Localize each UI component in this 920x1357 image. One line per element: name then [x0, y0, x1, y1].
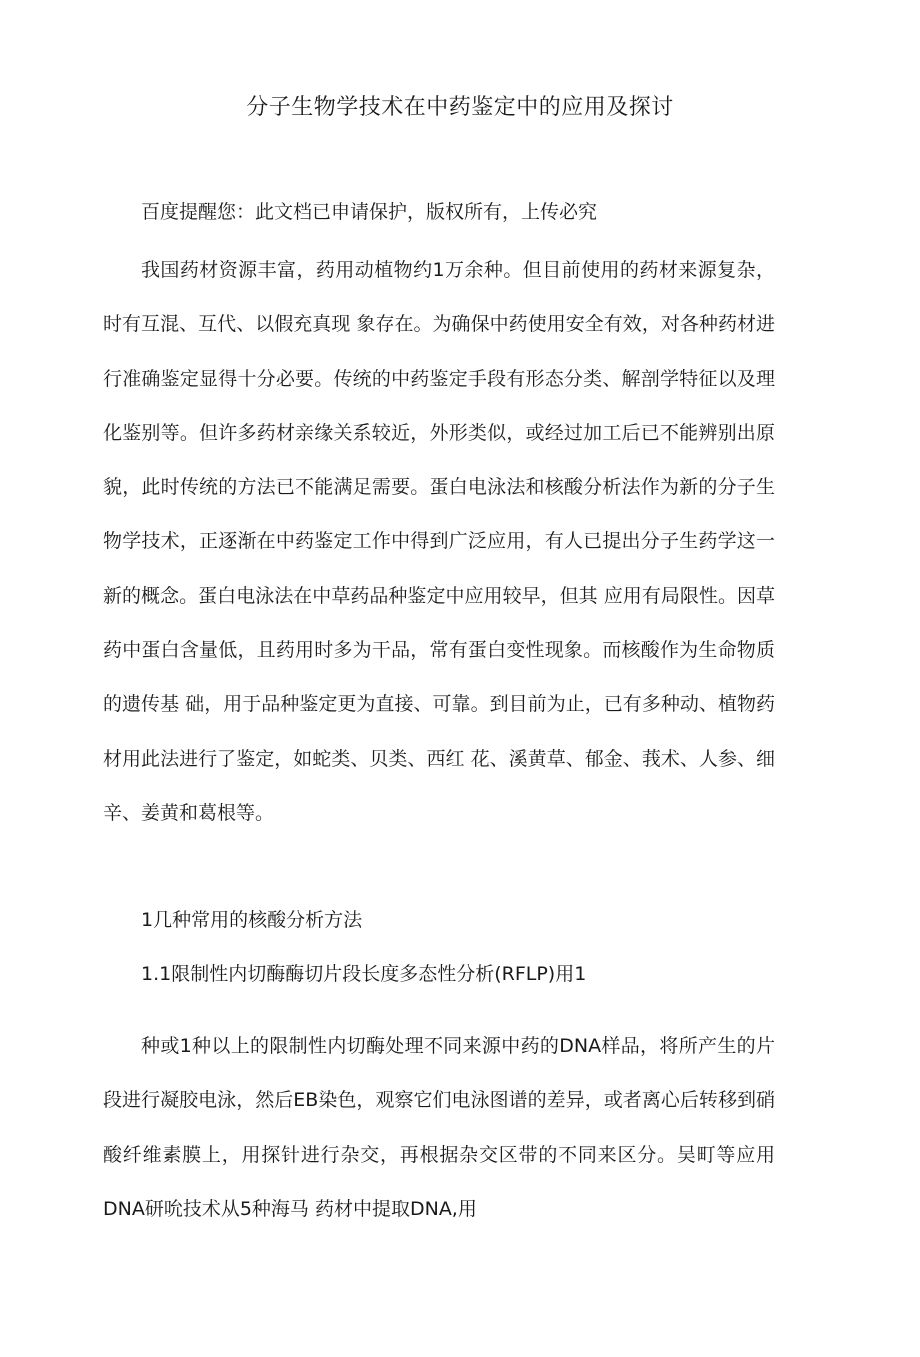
copyright-notice: 百度提醒您：此文档已申请保护，版权所有，上传必究: [141, 201, 598, 223]
body-paragraph: 我国药材资源丰富，药用动植物约1万余种。但目前使用的药材来源复杂，时有互混、互代、以假充真现 象存在。为确保中药使用安全有效，对各种药材进行准确鉴定显得十分必要。传统的中药鉴定手段有形态分类、解剖学特征以及理化鉴别等。但许多药材亲缘关系较近，外形类似，或经过加工后已不能辨别出原貌，此时传统的方法已不能满足需要。蛋白电泳法和核酸分析法作为新的分子生物学技术，正逐渐在中药鉴定工作中得到广泛应用，有人已提出分子生药学这一新的概念。蛋白电泳法在中草药品种鉴定中应用较早，但其 应用有局限性。因草药中蛋白含量低，且药用时多为干品，常有蛋白变性现象。而核酸作为生命物质的遗传基 础，用于品种鉴定更为直接、可靠。到目前为止，已有多种动、植物药材用此法进行了鉴定，如蛇类、贝类、西红 花、溪黄草、郁金、莪术、人参、细辛、姜黄和葛根等。: [103, 259, 775, 824]
body-paragraph: 种或1种以上的限制性内切酶处理不同来源中药的DNA样品，将所产生的片段进行凝胶电泳，然后EB染色，观察它们电泳图谱的差异，或者离心后转移到硝酸纤维素膜上，用探针进行杂交，再根据杂交区带的不同来区分。吴町等应用DNA研吮技术从5种海马 药材中提取DNA,用: [103, 1035, 775, 1220]
subsection-heading: 1.1限制性内切酶酶切片段长度多态性分析(RFLP)用1: [141, 963, 587, 985]
document-title: 分子生物学技术在中药鉴定中的应用及探讨: [246, 95, 674, 120]
section-heading: 1几种常用的核酸分析方法: [141, 909, 363, 931]
